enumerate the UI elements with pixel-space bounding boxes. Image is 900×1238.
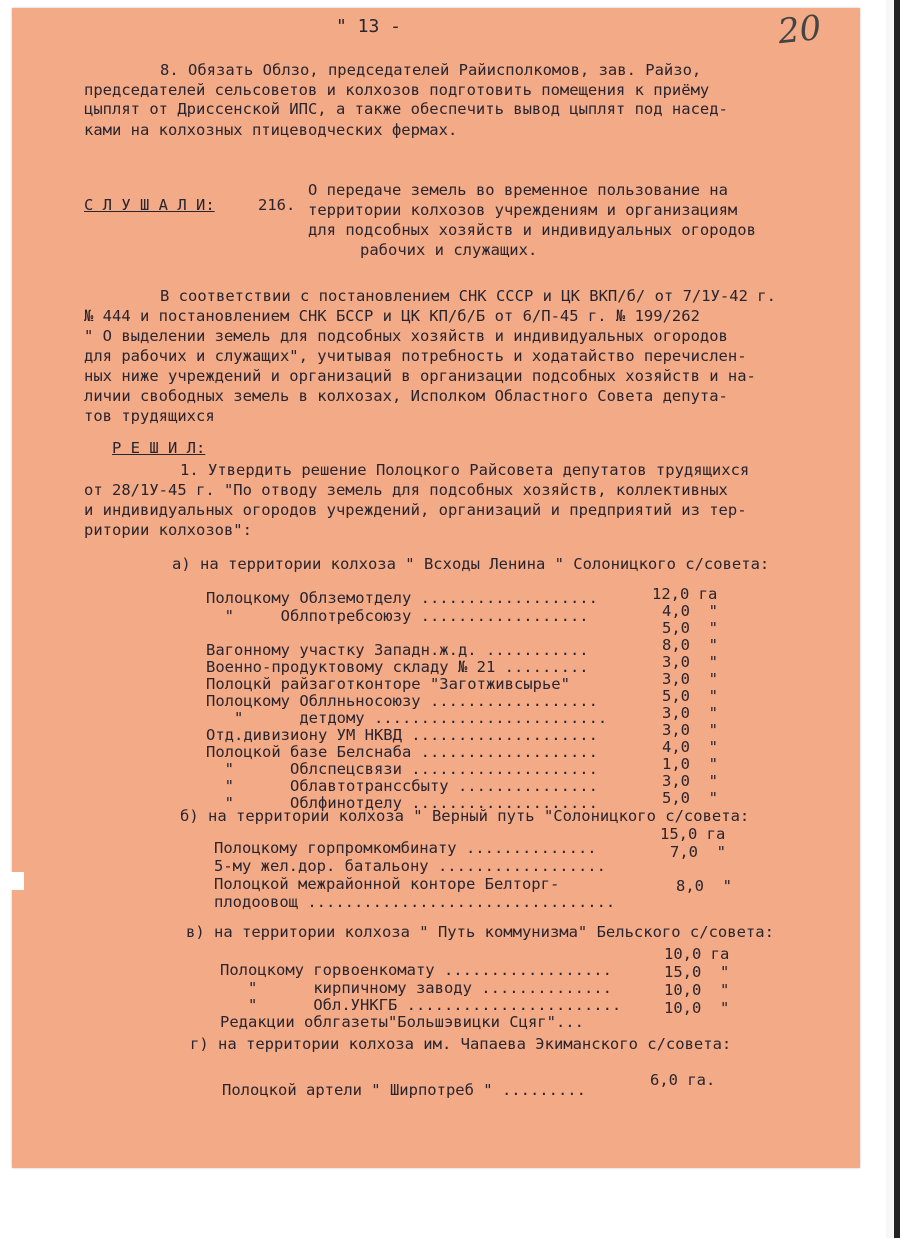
allocation-name: " кирпичному заводу ..............	[220, 979, 612, 997]
allocation-name: " детдому .........................	[206, 709, 608, 727]
allocation-area: 15,0 га	[660, 825, 726, 843]
preamble-line: В соответствии с постановлением СНК СССР и ЦК ВКП/б/ от 7/1У-42 г.	[160, 287, 776, 305]
heard-text-line: О передаче земель во временное пользование на	[308, 181, 728, 199]
allocation-name: " Облавтотранссбыту ...............	[206, 777, 598, 795]
allocation-area: 3,0 "	[662, 704, 718, 722]
item8-line: председателей сельсоветов и колхозов подготовить помещения к приёму	[84, 81, 710, 99]
preamble-line: ных ниже учреждений и организаций в организации подсобных хозяйств и на-	[84, 367, 756, 385]
allocation-area: 10,0 га	[664, 945, 730, 963]
allocation-name: " Облспецсвязи ....................	[206, 760, 598, 778]
allocation-name: Полоцкому горвоенкомату ..................	[220, 961, 612, 979]
preamble-line: для рабочих и служащих", учитывая потребность и ходатайство перечислен-	[84, 347, 747, 365]
allocation-name: Полоцкой межрайонной конторе Белторг-	[214, 875, 606, 893]
section-v-heading: в) на территории колхоза " Путь коммунизма" Бельского с/совета:	[186, 923, 774, 941]
heard-text-line: для подсобных хозяйств и индивидуальных огородов	[308, 221, 756, 239]
allocation-name: Военно-продуктовому складу № 21 .........	[206, 658, 589, 676]
allocation-area: 4,0 "	[662, 602, 718, 620]
allocation-area: 1,0 "	[662, 755, 718, 773]
decision-line: ритории колхозов":	[84, 521, 252, 539]
decided-label: Р Е Ш И Л:	[112, 439, 206, 457]
allocation-name: Полоцкй райзаготконторе "Заготживсырье"	[206, 675, 598, 693]
decision-line: от 28/1У-45 г. "По отводу земель для подсобных хозяйств, коллективных	[84, 481, 728, 499]
allocation-name: Вагонному участку Западн.ж.д. ...........	[206, 641, 589, 659]
section-b-heading: б) на территории колхоза " Верный путь "Солоницкого с/совета:	[180, 807, 750, 825]
allocation-name: Редакции облгазеты"Большэвицки Сцяг"...	[220, 1013, 584, 1031]
allocation-area: 3,0 "	[662, 772, 718, 790]
allocation-name: Отд.дивизиону УМ НКВД ....................	[206, 726, 598, 744]
preamble-line: № 444 и постановлением СНК БССР и ЦК КП/б/Б от 6/П-45 г. № 199/262	[84, 307, 700, 325]
allocation-area: 8,0 "	[676, 877, 732, 895]
preamble-line: " О выделении земель для подсобных хозяйств и индивидуальных огородов	[84, 327, 728, 345]
allocation-area: 5,0 "	[662, 687, 718, 705]
allocation-name: плодоовощ .................................	[214, 893, 616, 911]
allocation-area: 4,0 "	[662, 738, 718, 756]
allocation-name: Полоцкой базе Белснаба ...................	[206, 743, 598, 761]
section-a-heading: а) на территории колхоза " Всходы Ленина " Солоницкого с/совета:	[172, 555, 770, 573]
allocation-area: 3,0 "	[662, 670, 718, 688]
scan-border	[894, 0, 900, 1238]
allocation-area: 6,0 га.	[650, 1071, 716, 1089]
page-margin	[886, 0, 894, 1238]
allocation-name: Полоцкому Обллньносоюзу ..................	[206, 692, 598, 710]
allocation-name: " Обл.УНКГБ .......................	[220, 996, 622, 1014]
allocation-area: 8,0 "	[662, 636, 718, 654]
allocation-name: Полоцкому горпромкомбинату ..............	[214, 839, 597, 857]
paper-tear	[0, 872, 24, 890]
page-number: " 13 -	[336, 16, 402, 37]
allocation-area: 3,0 "	[662, 653, 718, 671]
allocation-area: 5,0 "	[662, 619, 718, 637]
allocation-area: 3,0 "	[662, 721, 718, 739]
preamble-line: личии свободных земель в колхозах, Исполком Областного Совета депута-	[84, 387, 728, 405]
allocation-name: " Облпотребсоюзу ..................	[206, 607, 589, 625]
decision-line: и индивидуальных огородов учреждений, организаций и предприятий из тер-	[84, 501, 747, 519]
item8-line: 8. Обязать Облзо, председателей Райисполкомов, зав. Райзо,	[160, 61, 702, 79]
allocation-area: 15,0 "	[664, 963, 730, 981]
heard-label: С Л У Ш А Л И:	[84, 196, 215, 214]
heard-number: 216.	[258, 196, 296, 214]
allocation-area: 10,0 "	[664, 981, 730, 999]
decision-line: 1. Утвердить решение Полоцкого Райсовета депутатов трудящихся	[180, 461, 750, 479]
allocation-name: Полоцкому Облземотделу ...................	[206, 589, 598, 607]
allocation-name: 5-му жел.дор. батальону ..................	[214, 857, 606, 875]
section-g-heading: г) на территории колхоза им. Чапаева Экиманского с/совета:	[190, 1035, 732, 1053]
handwritten-folio-number: 20	[776, 7, 824, 53]
allocation-area: 5,0 "	[662, 789, 718, 807]
preamble-line: тов трудящихся	[84, 407, 215, 425]
item8-line: цыплят от Дриссенской ИПС, а также обеспечить вывод цыплят под насед-	[84, 100, 728, 118]
heard-text-line: рабочих и служащих.	[360, 241, 538, 259]
allocation-name	[206, 625, 598, 642]
allocation-area: 7,0 "	[670, 843, 726, 861]
allocation-name: Полоцкой артели " Ширпотреб " .........	[222, 1081, 586, 1099]
allocation-area: 12,0 га	[652, 585, 718, 603]
item8-line: ками на колхозных птицеводческих фермах.	[84, 121, 458, 139]
allocation-area: 10,0 "	[664, 999, 730, 1017]
heard-text-line: территории колхозов учреждениям и организациям	[308, 201, 738, 219]
allocation-name: " Облфинотделу ....................	[206, 794, 598, 812]
